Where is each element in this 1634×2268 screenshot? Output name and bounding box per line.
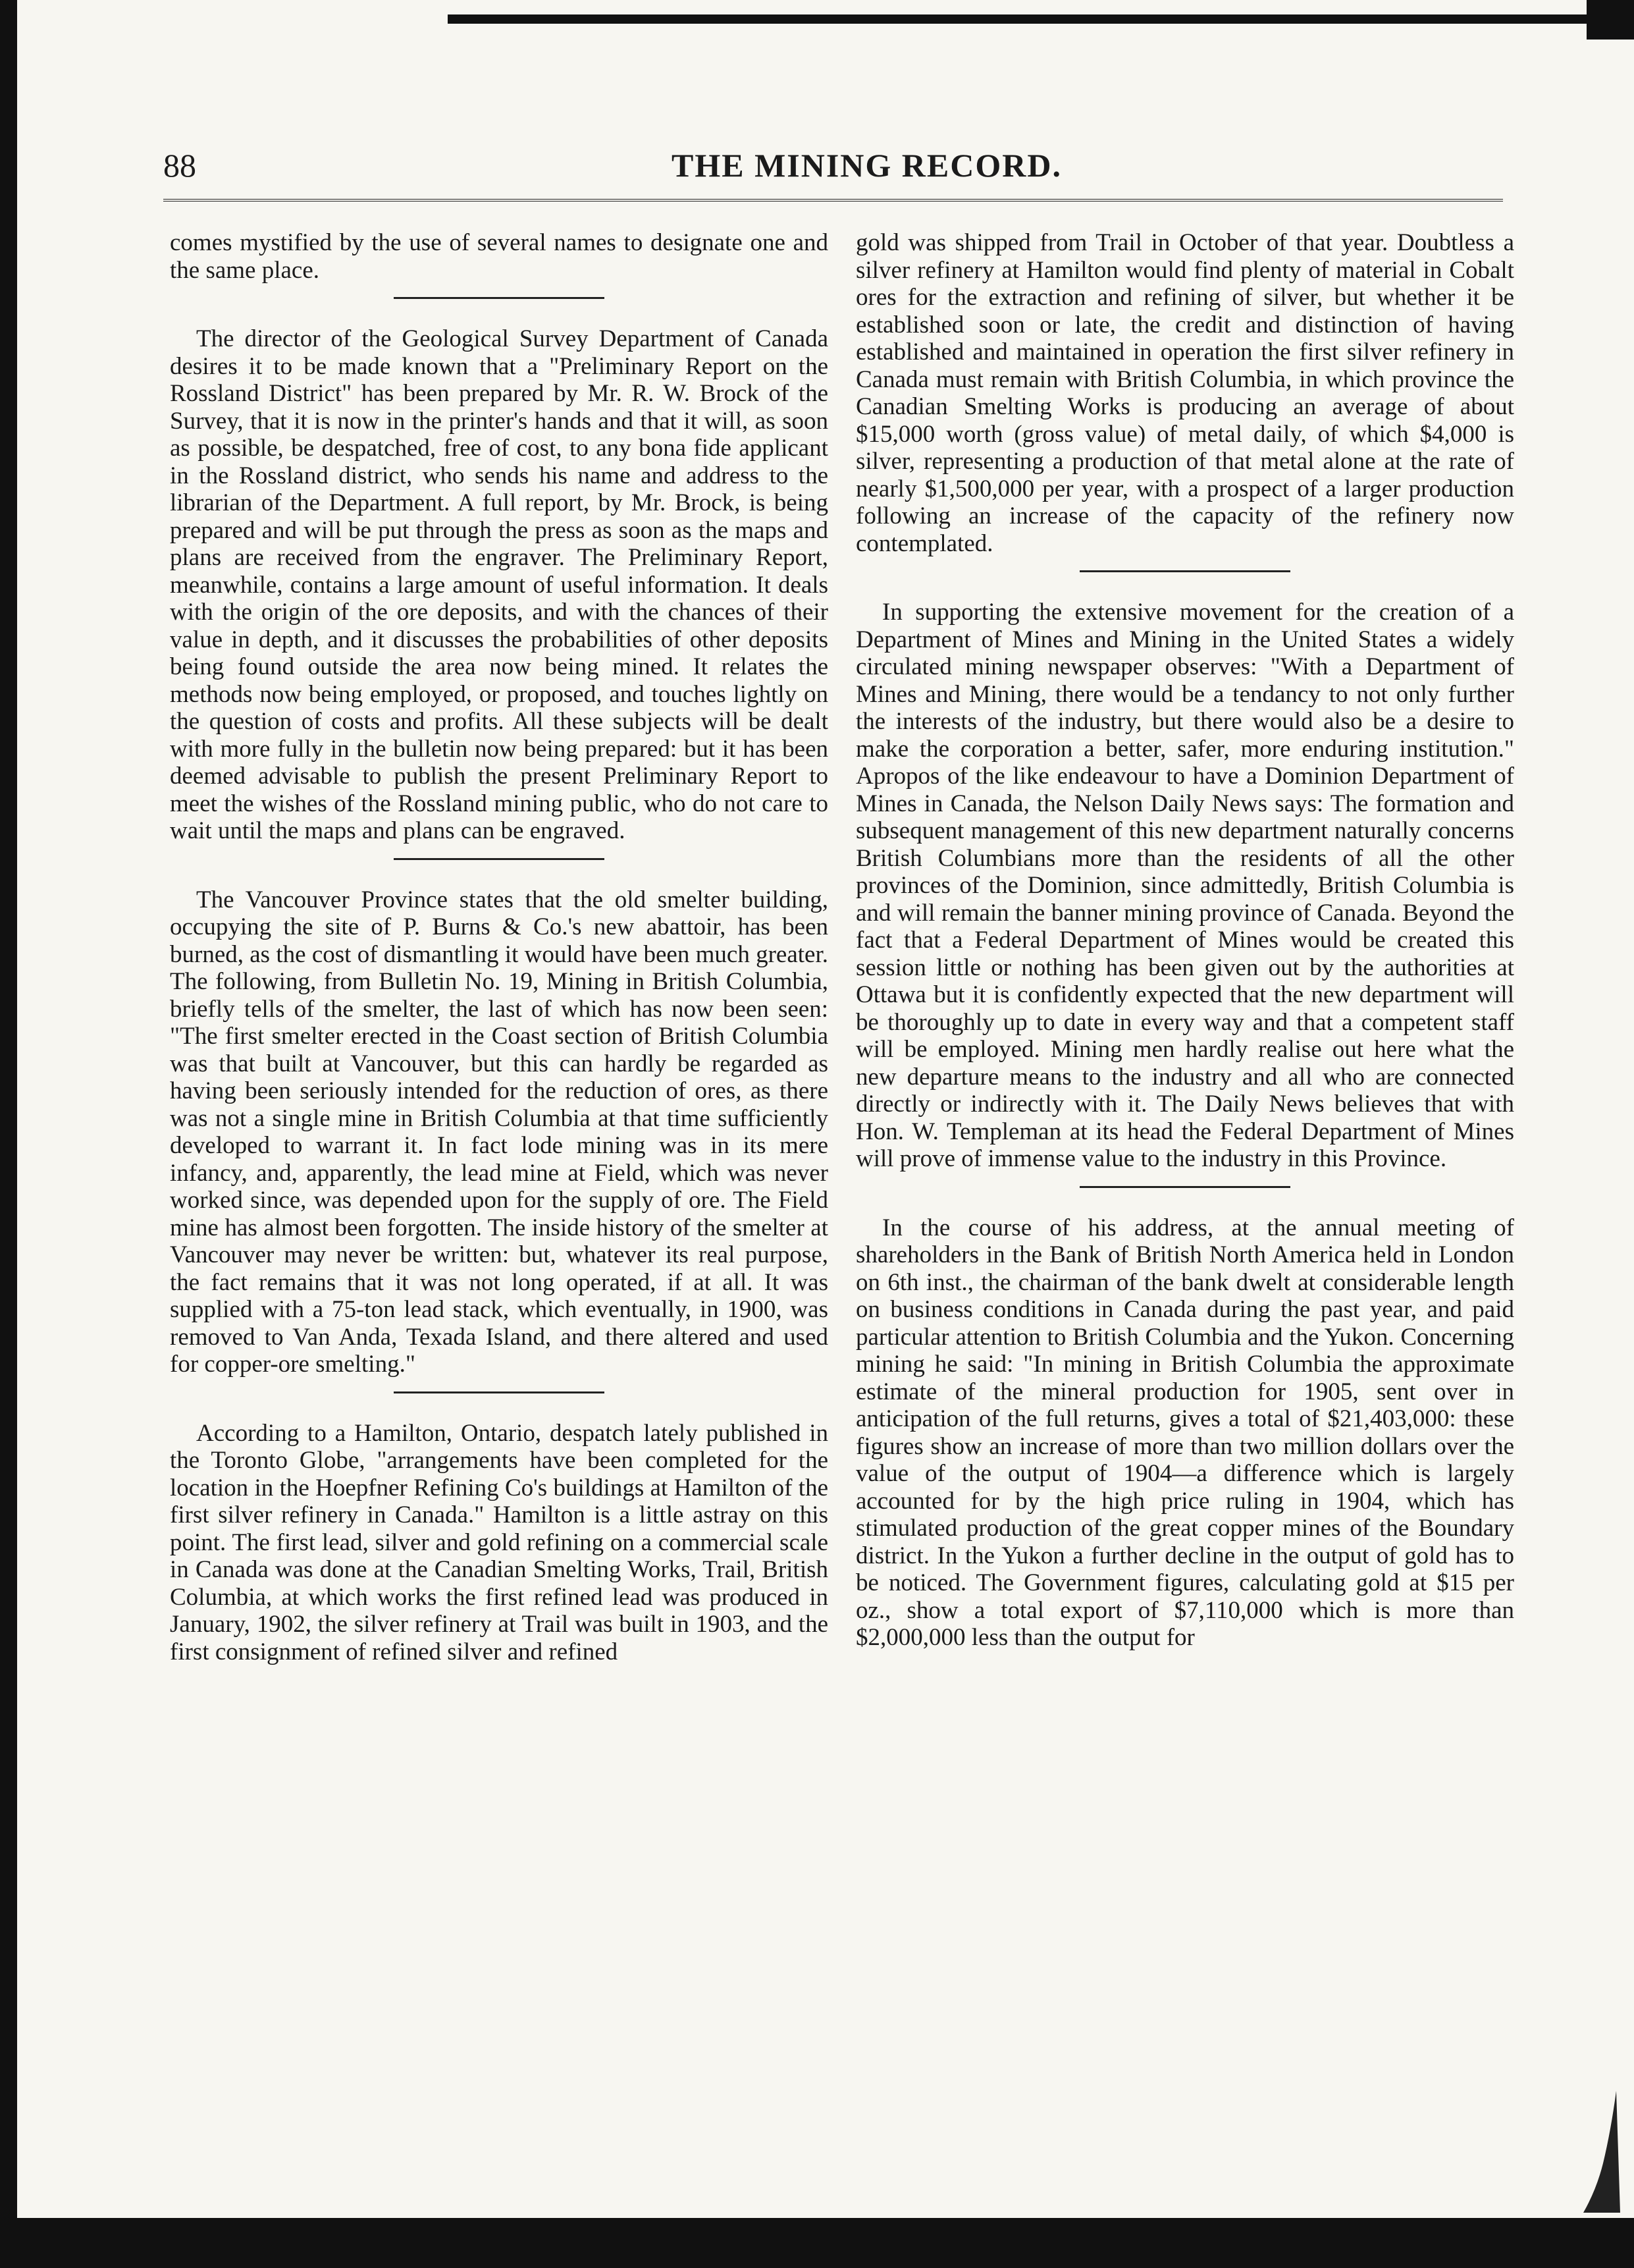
paragraph: According to a Hamilton, Ontario, despatch lately published in the Toronto Globe, "arrangements have been completed for the location in the Hoepfner Refining Co's buildings at Hamilton of the first silver refinery in Canada." Hamilton is a little astray on this point. The first lead, silver and gold refining on a commercial scale in Canada was done at the Canadian Smelting Works, Trail, British Columbia, at which works the first refined lead was produced in January, 1902, the silver refinery at Trail was built in 1903, and the first consignment of refined silver and refined — [170, 1419, 828, 1665]
section-divider — [1080, 1186, 1290, 1188]
paragraph: The Vancouver Province states that the old smelter building, occupying the site of P. Burns & Co.'s new abattoir, has been burned, as the cost of dismantling it would have been much greater. The following, from Bulletin No. 19, Mining in British Columbia, briefly tells of the smelter, the last of which has now been seen: "The first smelter erected in the Coast section of British Columbia was that built at Vancouver, but this can hardly be regarded as having been seriously intended for the reduction of ores, as there was not a single mine in British Columbia at that time sufficiently developed to warrant it. In fact lode mining was in its mere infancy, and, apparently, the lead mine at Field, which was never worked since, was depended upon for the supply of ore. The Field mine has almost been forgotten. The inside history of the smelter at Vancouver may never be written: but, whatever its real purpose, the fact remains that it was not long operated, if at all. It was supplied with a 75-ton lead stack, which eventually, in 1900, was removed to Van Anda, Texada Island, and there altered and used for copper-ore smelting." — [170, 886, 828, 1378]
scan-corner-mark — [1577, 2091, 1623, 2213]
paragraph: The director of the Geological Survey Department of Canada desires it to be made known that a "Preliminary Report on the Rossland District" has been prepared by Mr. R. W. Brock of the Survey, that it is now in the printer's hands and that it will, as soon as possible, be despatched, free of cost, to any bona fide applicant in the Rossland district, who sends his name and address to the librarian of the Department. A full report, by Mr. Brock, is being prepared and will be put through the press as soon as the maps and plans are received from the engraver. The Preliminary Report, meanwhile, contains a large amount of useful information. It deals with the origin of the ore deposits, and with the chances of their value in depth, and it discusses the probabilities of other deposits being found outside the area now being mined. It relates the methods now being employed, or proposed, and touches lightly on the question of costs and profits. All these subjects will be dealt with more fully in the bulletin now being prepared: but it has been deemed advisable to publish the present Preliminary Report to meet the wishes of the Rossland mining public, who do not care to wait until the maps and plans can be engraved. — [170, 325, 828, 844]
page-number: 88 — [163, 147, 196, 184]
paragraph: gold was shipped from Trail in October of that year. Doubtless a silver refinery at Hamilton would find plenty of material in Cobalt ores for the extraction and refining of silver, but whether it be established soon or late, the credit and distinction of having established and maintained in operation the first silver refinery in Canada must remain with British Columbia, in which province the Canadian Smelting Works is producing an average of about $15,000 worth (gross value) of metal daily, of which $4,000 is silver, representing a production of that metal alone at the rate of nearly $1,500,000 per year, with a prospect of a larger production following an increase of the capacity of the refinery now contemplated. — [856, 229, 1514, 557]
paragraph: In supporting the extensive movement for the creation of a Department of Mines and Mining in the United States a widely circulated mining newspaper observes: "With a Department of Mines and Mining, there would be a tendancy to not only further the interests of the industry, but there would also be a desire to make the corporation a better, safer, more enduring institution." Apropos of the like endeavour to have a Dominion Department of Mines in Canada, the Nelson Daily News says: The formation and subsequent management of this new department naturally concerns British Columbians more than the residents of all the other provinces of the Dominion, since admittedly, British Columbia is and will remain the banner mining province of Canada. Beyond the fact that a Federal Department of Mines would be created this session little or nothing has been given out by the authorities at Ottawa but it is confidently expected that the new department will be thoroughly up to date in every way and that a competent staff will be employed. Mining men hardly realise out here what the new departure means to the industry and all who are connected directly or indirectly with it. The Daily News believes that with Hon. W. Templeman at its head the Federal Department of Mines will prove of immense value to the industry in this Province. — [856, 599, 1514, 1172]
section-divider — [394, 297, 604, 299]
section-divider — [394, 858, 604, 860]
scan-border-left — [0, 0, 17, 2268]
section-divider — [394, 1391, 604, 1393]
right-column — [856, 229, 1514, 1652]
paragraph: comes mystified by the use of several names to designate one and the same place. — [170, 229, 828, 284]
journal-title: THE MINING RECORD. — [672, 147, 1062, 184]
scan-border-top — [448, 14, 1587, 24]
header-rule — [163, 199, 1503, 204]
scan-border-corner — [1587, 0, 1634, 40]
scan-border-bottom — [0, 2218, 1634, 2268]
section-divider — [1080, 570, 1290, 572]
left-column — [170, 229, 828, 1665]
paragraph: In the course of his address, at the annual meeting of shareholders in the Bank of British North America held in London on 6th inst., the chairman of the bank dwelt at considerable length on business conditions in Canada during the past year, and paid particular attention to British Columbia and the Yukon. Concerning mining he said: "In mining in British Columbia the approximate estimate of the mineral production for 1905, sent over in anticipation of the full returns, gives a total of $21,403,000: these figures show an increase of more than two million dollars over the value of the output of 1904—a difference which is largely accounted for by the high price ruling in 1904, which has stimulated production of the great copper mines of the Boundary district. In the Yukon a further decline in the output of gold has to be noticed. The Government figures, calculating gold at $15 per oz., show a total export of $7,110,000 which is more than $2,000,000 less than the output for — [856, 1214, 1514, 1651]
